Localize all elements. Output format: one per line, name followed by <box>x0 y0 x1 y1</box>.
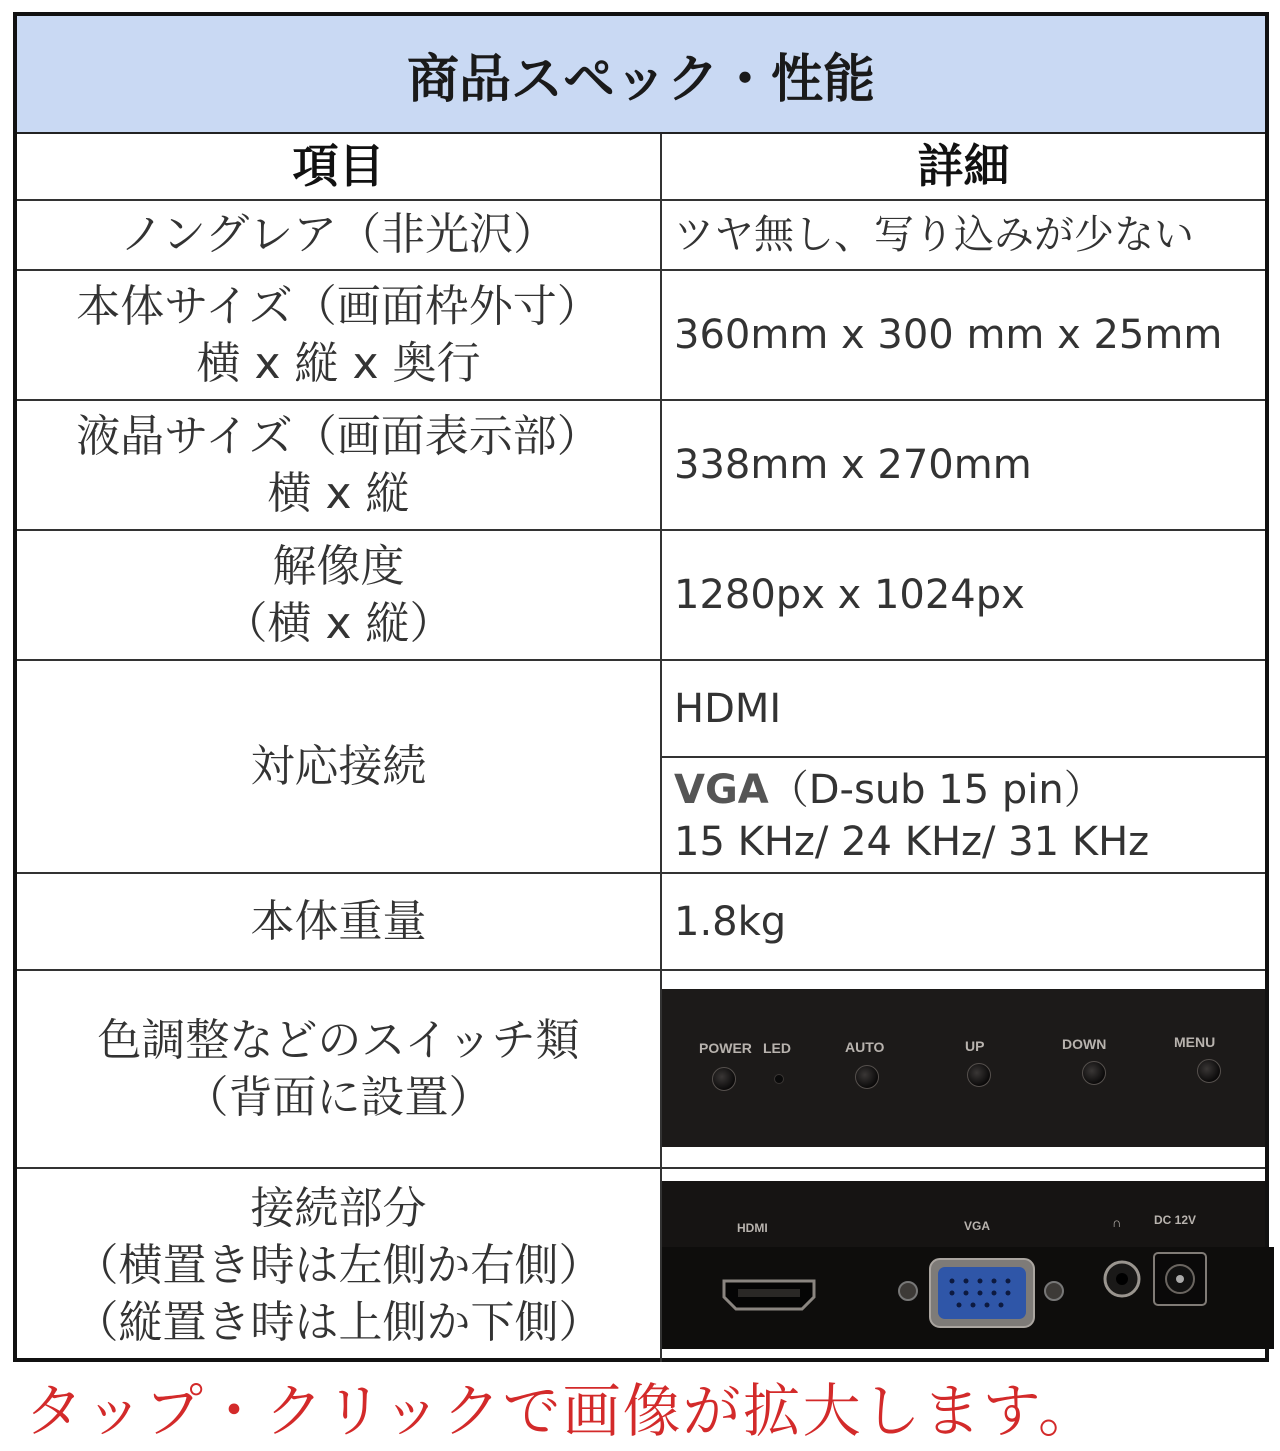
lcd-size-label <box>17 401 662 529</box>
table-row <box>17 661 1265 874</box>
resolution-label <box>17 531 662 659</box>
spec-table <box>13 12 1269 1362</box>
down-button-icon <box>1082 1061 1106 1085</box>
body-size-value: 360mm x 300 mm x 25mm <box>674 312 1223 358</box>
auto-label: AUTO <box>845 1039 885 1055</box>
led-indicator-icon <box>774 1074 784 1084</box>
vga-frequency: 15 KHz/ 24 KHz/ 31 KHz <box>674 819 1150 865</box>
audio-port-label: ∩ <box>1112 1215 1122 1230</box>
header-row <box>17 134 1265 201</box>
ports-label-line2: （横置き時は左側か右側） <box>74 1239 603 1291</box>
menu-button-icon <box>1197 1059 1221 1083</box>
body-size-label <box>17 271 662 399</box>
glare-label: ノングレア（非光沢） <box>17 201 662 269</box>
down-label: DOWN <box>1062 1036 1107 1052</box>
weight-value: 1.8kg <box>674 898 787 945</box>
header-detail: 詳細 <box>917 138 1010 193</box>
footer-note: タップ・クリックで画像が拡大します。 <box>25 1377 1099 1445</box>
table-row <box>17 1169 1265 1362</box>
switches-label-line2: （背面に設置） <box>184 1072 493 1123</box>
header-item: 項目 <box>17 134 662 199</box>
ports-icon <box>662 1181 1274 1349</box>
ports-photo[interactable] <box>662 1181 1265 1349</box>
glare-value: ツヤ無し、写り込みが少ない <box>674 212 1194 258</box>
connection-hdmi: HDMI <box>662 661 1265 758</box>
table-title: 商品スペック・性能 <box>17 16 1265 134</box>
connection-vga <box>662 760 1265 872</box>
ports-photo-cell <box>662 1169 1265 1362</box>
resolution-value: 1280px x 1024px <box>674 572 1025 618</box>
hdmi-port-label: HDMI <box>737 1221 768 1235</box>
dc-port-label: DC 12V <box>1154 1213 1197 1227</box>
table-row <box>17 271 1265 401</box>
switches-label <box>17 971 662 1167</box>
lcd-size-label-line2: 横 x 縦 <box>267 468 410 519</box>
table-row <box>17 201 1265 271</box>
menu-label: MENU <box>1174 1034 1216 1050</box>
table-row <box>17 874 1265 971</box>
switches-photo[interactable] <box>662 989 1265 1147</box>
resolution-label-line1: 解像度 <box>272 540 405 592</box>
lcd-size-value: 338mm x 270mm <box>674 442 1032 488</box>
weight-label: 本体重量 <box>17 874 662 969</box>
table-row <box>17 531 1265 661</box>
connection-value <box>662 661 1265 872</box>
up-label: UP <box>965 1038 985 1054</box>
switches-label-line1: 色調整などのスイッチ類 <box>97 1014 580 1066</box>
ports-label-line3: （縦置き時は上側か下側） <box>74 1297 603 1349</box>
ports-label-line1: 接続部分 <box>250 1182 427 1234</box>
ports-label <box>17 1169 662 1362</box>
table-row <box>17 401 1265 531</box>
body-size-label-line2: 横 x 縦 x 奥行 <box>196 338 481 389</box>
lcd-size-label-line1: 液晶サイズ（画面表示部） <box>76 410 601 462</box>
connection-label: 対応接続 <box>17 661 662 872</box>
vga-port-label: VGA <box>964 1219 991 1233</box>
switches-photo-cell <box>662 971 1265 1167</box>
body-size-label-line1: 本体サイズ（画面枠外寸） <box>76 280 601 332</box>
vga-name: VGA <box>674 767 769 813</box>
auto-button-icon <box>855 1065 879 1089</box>
led-label: LED <box>763 1040 791 1056</box>
power-button-icon <box>712 1067 736 1091</box>
table-row <box>17 971 1265 1169</box>
up-button-icon <box>967 1063 991 1087</box>
vga-spec: （D-sub 15 pin） <box>768 767 1104 813</box>
resolution-label-line2: （横 x 縦） <box>223 598 454 649</box>
power-label: POWER <box>699 1040 752 1056</box>
